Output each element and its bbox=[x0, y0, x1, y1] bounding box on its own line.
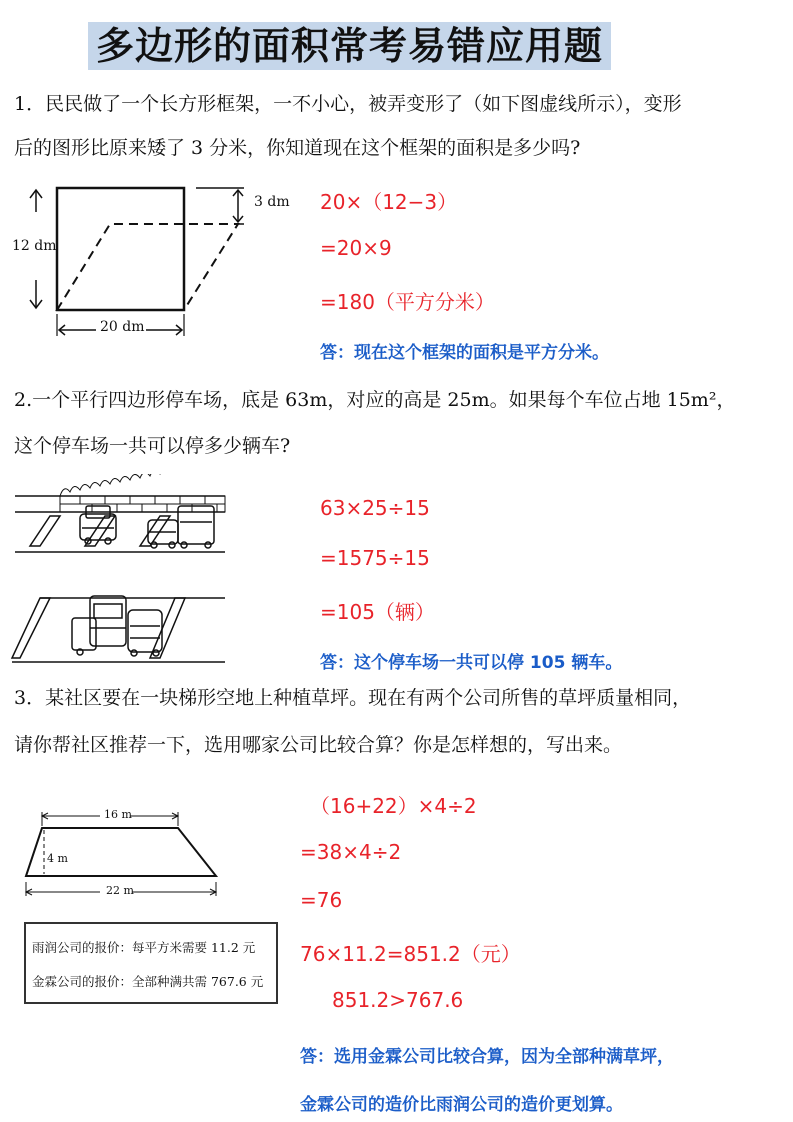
q3-step-4: 76×11.2=851.2（元） bbox=[300, 942, 521, 966]
q3-bottom-label: 22 m bbox=[106, 884, 134, 897]
q2-answer: 答：这个停车场一共可以停 105 辆车。 bbox=[320, 653, 623, 673]
q1-step-2: =20×9 bbox=[320, 236, 392, 260]
q3-text-line1: 3．某社区要在一块梯形空地上种植草坪。现在有两个公司所售的草坪质量相同， bbox=[14, 687, 692, 709]
q1-text-line1: 1．民民做了一个长方形框架，一不小心，被弄变形了（如下图虚线所示），变形 bbox=[14, 93, 682, 115]
q1-step-3: =180（平方分米） bbox=[320, 290, 495, 314]
q3-answer-line2: 金霖公司的造价比雨润公司的造价更划算。 bbox=[300, 1095, 623, 1115]
q1-answer: 答：现在这个框架的面积是平方分米。 bbox=[320, 343, 609, 363]
q1-top-label: 3 dm bbox=[254, 194, 290, 210]
price-note-box bbox=[24, 922, 278, 1004]
q3-height-label: 4 m bbox=[47, 852, 68, 865]
q3-step-1: （16+22）×4÷2 bbox=[310, 794, 477, 818]
q3-step-2: =38×4÷2 bbox=[300, 840, 402, 864]
q3-answer-line1: 答：选用金霖公司比较合算，因为全部种满草坪， bbox=[300, 1047, 674, 1067]
q3-text-line2: 请你帮社区推荐一下，选用哪家公司比较合算？你是怎样想的，写出来。 bbox=[14, 734, 623, 756]
q2-text-line1: 2.一个平行四边形停车场，底是 63m，对应的高是 25m。如果每个车位占地 15m²， bbox=[14, 389, 736, 411]
q1-bottom-label: 20 dm bbox=[100, 319, 145, 335]
q3-step-5: 851.2>767.6 bbox=[332, 988, 464, 1012]
q2-text-line2: 这个停车场一共可以停多少辆车? bbox=[14, 435, 291, 457]
q2-step-1: 63×25÷15 bbox=[320, 496, 430, 520]
q2-step-2: =1575÷15 bbox=[320, 546, 430, 570]
page-title: 多边形的面积常考易错应用题 bbox=[88, 22, 611, 70]
q1-text-line2: 后的图形比原来矮了 3 分米，你知道现在这个框架的面积是多少吗? bbox=[14, 137, 581, 159]
price-note-line2: 金霖公司的报价：全部种满共需 767.6 元 bbox=[32, 974, 264, 989]
q1-step-1: 20×（12−3） bbox=[320, 190, 458, 214]
q1-side-label: 12 dm bbox=[12, 238, 57, 254]
price-note-line1: 雨润公司的报价：每平方米需要 11.2 元 bbox=[32, 940, 256, 955]
q3-step-3: =76 bbox=[300, 888, 343, 912]
q3-top-label: 16 m bbox=[104, 808, 132, 821]
parking-lot-illustration bbox=[10, 474, 230, 666]
q2-step-3: =105（辆） bbox=[320, 600, 435, 624]
